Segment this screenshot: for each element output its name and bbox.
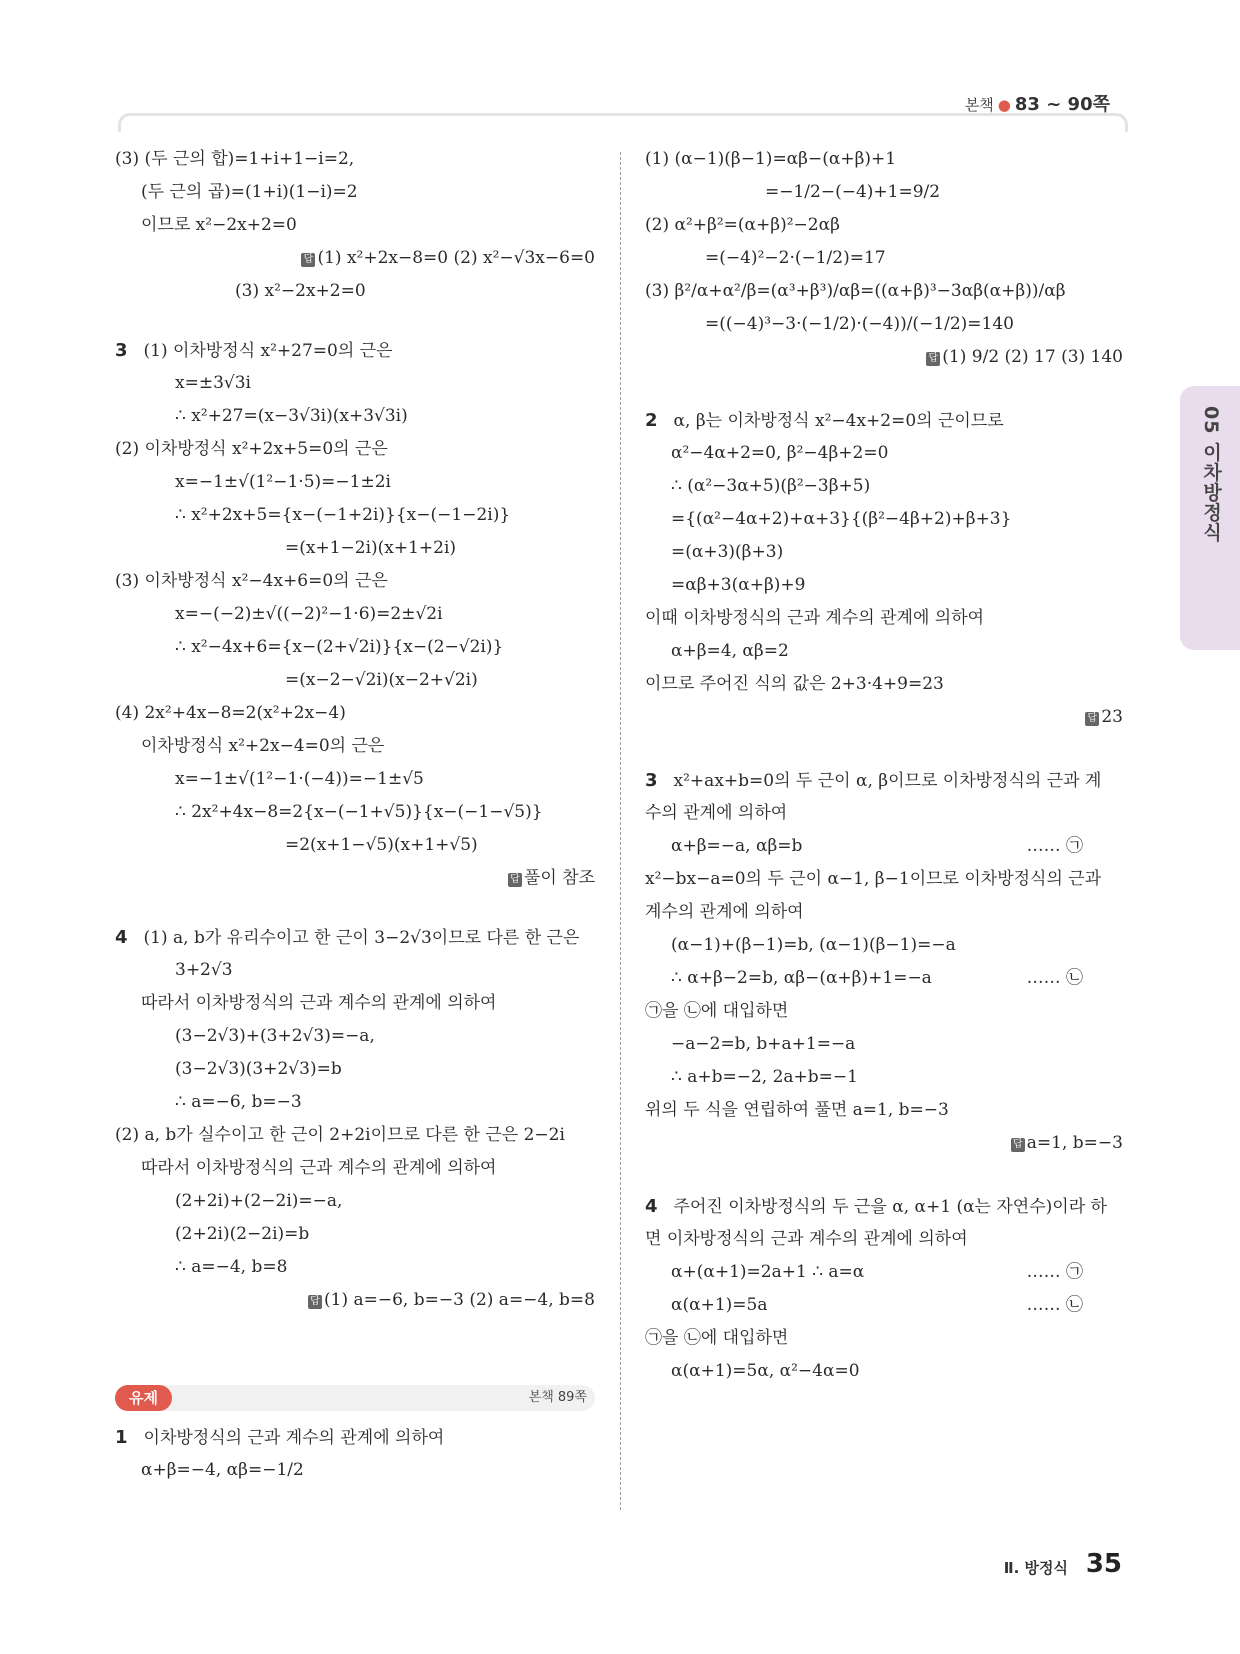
equation-text: α+(α+1)=2a+1 ∴ a=α <box>671 1262 865 1282</box>
text-line: α+β=−4, αβ=−1/2 <box>141 1460 304 1480</box>
answer-text: (1) a=−6, b=−3 (2) a=−4, b=8 <box>324 1290 595 1310</box>
text-line: x²+ax+b=0의 두 근이 α, β이므로 이차방정식의 근과 계 <box>673 771 1102 791</box>
answer-text: 23 <box>1101 707 1123 727</box>
text-line: (2) α²+β²=(α+β)²−2αβ <box>645 215 840 235</box>
text-line: ={(α²−4α+2)+α+3}{(β²−4β+2)+β+3} <box>671 509 1012 529</box>
section-page-reference: 본책 89쪽 <box>528 1390 587 1405</box>
answer-line <box>115 1284 595 1317</box>
text-line: (3−2√3)+(3+2√3)=−a, <box>175 1026 375 1046</box>
text-line: (3) 이차방정식 x²−4x+6=0의 근은 <box>115 571 388 591</box>
text-line: =(x+1−2i)(x+1+2i) <box>285 538 457 558</box>
footer-chapter: Ⅱ. 방정식 <box>1003 1559 1068 1577</box>
text-line: 3+2√3 <box>175 960 233 980</box>
problem-number: 3 <box>645 770 658 791</box>
text-line: (1) 이차방정식 x²+27=0의 근은 <box>143 341 393 361</box>
equation-text: ∴ α+β−2=b, αβ−(α+β)+1=−a <box>671 968 932 988</box>
text-line: x=±3√3i <box>175 373 251 393</box>
left-column <box>115 143 595 1487</box>
equation-tag: …… ㉠ <box>1026 836 1083 856</box>
text-line: =((−4)³−3·(−1/2)·(−4))/(−1/2)=140 <box>705 314 1014 334</box>
text-line: ∴ a=−4, b=8 <box>175 1257 288 1277</box>
answer-mark-icon: 답 <box>308 1295 322 1309</box>
text-line: ∴ a+b=−2, 2a+b=−1 <box>671 1067 858 1087</box>
answer-mark-icon: 답 <box>926 352 940 366</box>
text-line: =−1/2−(−4)+1=9/2 <box>765 182 941 202</box>
text-line: =(α+3)(β+3) <box>671 542 784 562</box>
problem-number: 4 <box>645 1196 658 1217</box>
header-ref-label: 본책 <box>964 96 994 114</box>
header-page-range: 83 ~ 90쪽 <box>1014 94 1110 115</box>
text-line: α+β=4, αβ=2 <box>671 641 789 661</box>
text-line: =(x−2−√2i)(x−2+√2i) <box>285 670 478 690</box>
text-line: (3−2√3)(3+2√3)=b <box>175 1059 342 1079</box>
answer-line: (3) x²−2x+2=0 <box>235 281 366 301</box>
text-line: (1) (α−1)(β−1)=αβ−(α+β)+1 <box>645 149 897 169</box>
text-line <box>645 1289 1123 1322</box>
text-line <box>645 962 1123 995</box>
text-line: 이므로 x²−2x+2=0 <box>141 215 297 235</box>
text-line: 이차방정식의 근과 계수의 관계에 의하여 <box>143 1428 445 1448</box>
text-line: x=−1±√(1²−1·5)=−1±2i <box>175 472 391 492</box>
answer-mark-icon: 답 <box>301 253 315 267</box>
text-line: =(−4)²−2·(−1/2)=17 <box>705 248 886 268</box>
text-line: α(α+1)=5α, α²−4α=0 <box>671 1361 860 1381</box>
text-line: 위의 두 식을 연립하여 풀면 a=1, b=−3 <box>645 1100 949 1120</box>
text-line <box>645 830 1123 863</box>
text-line: ㉠을 ㉡에 대입하면 <box>645 1001 789 1021</box>
problem-number: 3 <box>115 340 128 361</box>
problem-line <box>645 1190 1123 1223</box>
text-line: 주어진 이차방정식의 두 근을 α, α+1 (α는 자연수)이라 하 <box>673 1197 1107 1217</box>
text-line: ∴ x²+27=(x−3√3i)(x+3√3i) <box>175 406 408 426</box>
answer-mark-icon: 답 <box>1011 1138 1025 1152</box>
answer-text: a=1, b=−3 <box>1026 1133 1123 1153</box>
problem-line <box>115 921 595 954</box>
problem-line <box>645 404 1123 437</box>
text-line: (α−1)+(β−1)=b, (α−1)(β−1)=−a <box>671 935 956 955</box>
text-line: ∴ x²+2x+5={x−(−1+2i)}{x−(−1−2i)} <box>175 505 511 525</box>
text-line: =2(x+1−√5)(x+1+√5) <box>285 835 478 855</box>
top-frame-line <box>118 113 1128 132</box>
answer-text: (1) x²+2x−8=0 (2) x²−√3x−6=0 <box>317 248 595 268</box>
problem-number: 1 <box>115 1427 128 1448</box>
answer-line <box>645 341 1123 374</box>
answer-line <box>115 242 595 275</box>
spacer <box>645 734 1123 764</box>
chapter-side-tab-label: 05 이차방정식 <box>1200 406 1222 543</box>
answer-line <box>115 862 595 895</box>
text-line: (2) 이차방정식 x²+2x+5=0의 근은 <box>115 439 388 459</box>
text-line: (2+2i)+(2−2i)=−a, <box>175 1191 343 1211</box>
text-line <box>645 1256 1123 1289</box>
text-line: −a−2=b, b+a+1=−a <box>671 1034 856 1054</box>
text-line: x²−bx−a=0의 두 근이 α−1, β−1이므로 이차방정식의 근과 <box>645 869 1102 889</box>
problem-line <box>115 334 595 367</box>
section-header-bar <box>115 1385 595 1411</box>
right-column <box>645 143 1123 1388</box>
text-line: ∴ a=−6, b=−3 <box>175 1092 302 1112</box>
text-line: (3) β²/α+α²/β=(α³+β³)/αβ=((α+β)³−3αβ(α+β))/αβ <box>645 281 1066 301</box>
equation-tag: …… ㉡ <box>1026 968 1083 988</box>
section-badge: 유제 <box>115 1385 172 1411</box>
chapter-side-tab <box>1180 386 1240 650</box>
equation-text: α(α+1)=5a <box>671 1295 768 1315</box>
column-divider <box>620 152 621 1510</box>
text-line: =αβ+3(α+β)+9 <box>671 575 806 595</box>
text-line: 따라서 이차방정식의 근과 계수의 관계에 의하여 <box>141 993 497 1013</box>
text-line: α²−4α+2=0, β²−4β+2=0 <box>671 443 889 463</box>
answer-line <box>645 701 1123 734</box>
text-line: 면 이차방정식의 근과 계수의 관계에 의하여 <box>645 1229 968 1249</box>
text-line: 따라서 이차방정식의 근과 계수의 관계에 의하여 <box>141 1158 497 1178</box>
text-line: x=−(−2)±√((−2)²−1·6)=2±√2i <box>175 604 443 624</box>
spacer <box>115 308 595 334</box>
footer-page-number: 35 <box>1085 1549 1122 1579</box>
text-line: (1) a, b가 유리수이고 한 근이 3−2√3이므로 다른 한 근은 <box>143 928 580 948</box>
text-line: (2+2i)(2−2i)=b <box>175 1224 310 1244</box>
problem-number: 2 <box>645 410 658 431</box>
text-line: ㉠을 ㉡에 대입하면 <box>645 1328 789 1348</box>
problem-line <box>645 764 1123 797</box>
equation-tag: …… ㉡ <box>1026 1295 1083 1315</box>
text-line: (두 근의 곱)=(1+i)(1−i)=2 <box>141 182 358 202</box>
spacer <box>645 374 1123 404</box>
text-line: x=−1±√(1²−1·(−4))=−1±√5 <box>175 769 424 789</box>
spacer <box>645 1160 1123 1190</box>
text-line: 이차방정식 x²+2x−4=0의 근은 <box>141 736 385 756</box>
text-line: 계수의 관계에 의하여 <box>645 902 804 922</box>
spacer <box>115 1317 595 1377</box>
text-line: α, β는 이차방정식 x²−4x+2=0의 근이므로 <box>673 411 1004 431</box>
text-line: (3) (두 근의 합)=1+i+1−i=2, <box>115 149 355 169</box>
answer-mark-icon: 답 <box>1085 712 1099 726</box>
problem-line <box>115 1421 595 1454</box>
equation-text: α+β=−a, αβ=b <box>671 836 803 856</box>
problem-number: 4 <box>115 927 128 948</box>
bullet-dot-icon: ● <box>997 96 1011 114</box>
text-line: 이때 이차방정식의 근과 계수의 관계에 의하여 <box>645 608 985 628</box>
answer-text: 풀이 참조 <box>523 868 595 888</box>
text-line: ∴ x²−4x+6={x−(2+√2i)}{x−(2−√2i)} <box>175 637 504 657</box>
answer-mark-icon: 답 <box>508 873 522 887</box>
text-line: 수의 관계에 의하여 <box>645 803 788 823</box>
spacer <box>115 895 595 921</box>
text-line: 이므로 주어진 식의 값은 2+3·4+9=23 <box>645 674 944 694</box>
answer-text: (1) 9/2 (2) 17 (3) 140 <box>942 347 1123 367</box>
text-line: (4) 2x²+4x−8=2(x²+2x−4) <box>115 703 346 723</box>
text-line: ∴ 2x²+4x−8=2{x−(−1+√5)}{x−(−1−√5)} <box>175 802 543 822</box>
equation-tag: …… ㉠ <box>1026 1262 1083 1282</box>
text-line: ∴ (α²−3α+5)(β²−3β+5) <box>671 476 871 496</box>
text-line: (2) a, b가 실수이고 한 근이 2+2i이므로 다른 한 근은 2−2i <box>115 1125 565 1145</box>
answer-line <box>645 1127 1123 1160</box>
